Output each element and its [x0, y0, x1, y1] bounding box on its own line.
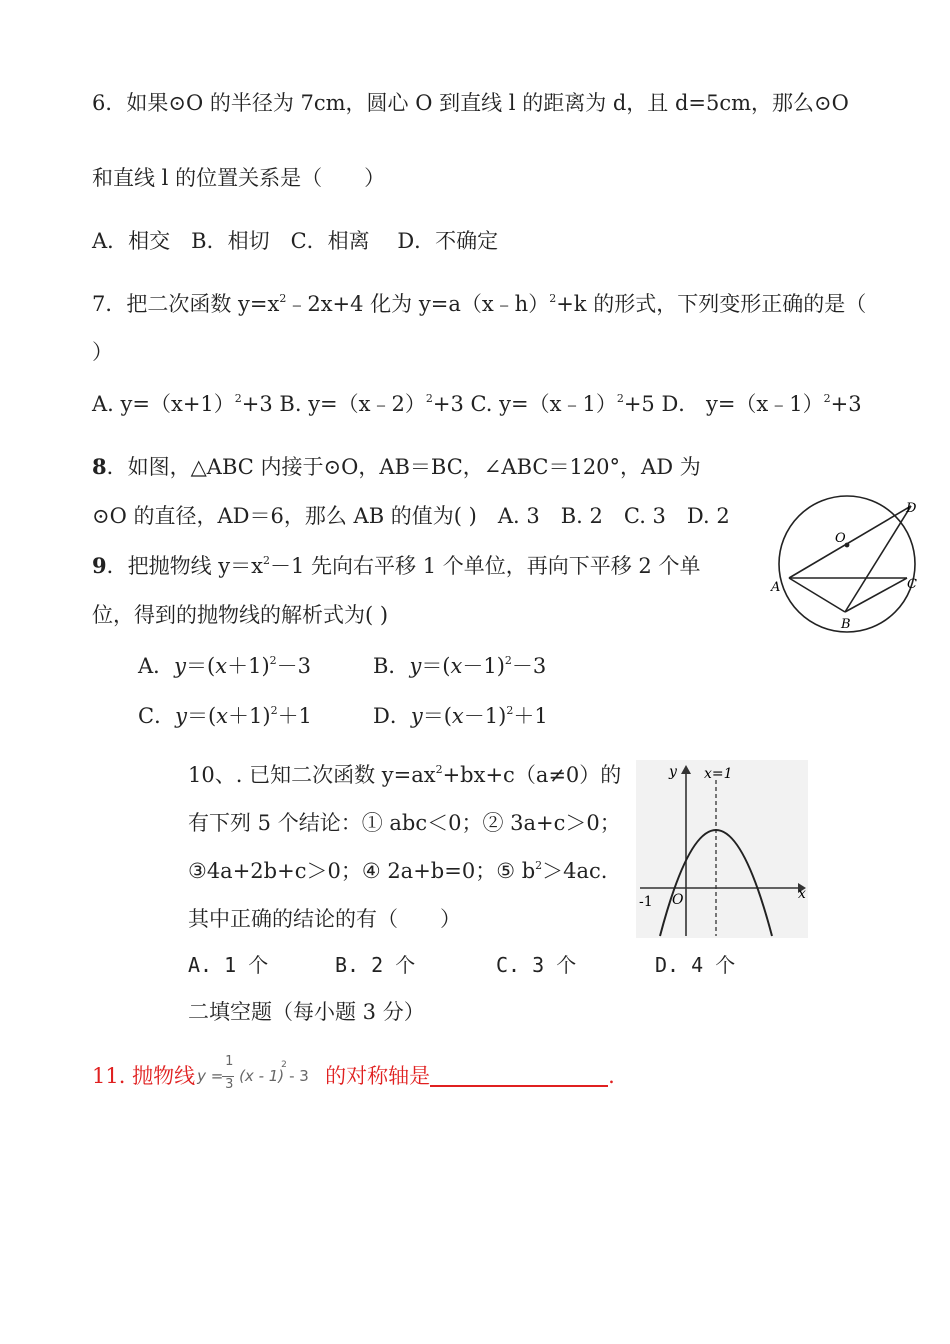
q10-line4: 其中正确的结论的有（ ）: [188, 907, 461, 931]
label-axis: x=1: [704, 766, 733, 782]
label-c: C: [907, 577, 917, 592]
circle-triangle-figure: [765, 490, 925, 640]
q7-close-paren: ）: [92, 340, 113, 364]
q10-option-b: B. 2 个: [335, 953, 416, 977]
q9-option-a: A．$y=(x+1)^2-3$: [138, 654, 312, 678]
diameter-ad: [789, 506, 911, 578]
q11-formula: y = 1 3 (x - 1) 2 - 3: [197, 1054, 309, 1092]
label-origin: O: [672, 892, 684, 908]
q8-line2: ⊙O 的直径，AD＝6，那么 AB 的值为( ) A. 3 B. 2 C. 3 D. 2: [92, 504, 730, 528]
q10-option-a: A. 1 个: [188, 953, 269, 977]
q7-options: A. $y=(x+1)^2+3$ B. y=（x﹣2）$^2$+3 C. y=（x﹣1）$^2$+5 D． y=（x﹣1）$^2$+3: [92, 392, 862, 416]
label-a: A: [771, 580, 781, 595]
q8-line1: 8．如图，△ABC 内接于⊙O，AB＝BC，∠ABC＝120°，AD 为: [92, 454, 701, 479]
q7-stem: 7．把二次函数 $y=x^2﹣2x+4$ 化为 y=a（x﹣h）$^2$+k 的形式，下列变形正确的是（: [92, 292, 867, 316]
q11-answer-blank[interactable]: [430, 1067, 608, 1087]
q9-line2: 位，得到的抛物线的解析式为( ): [92, 603, 389, 627]
segment-bd: [845, 506, 911, 612]
q6-options: A．相交 B．相切 C．相离 D．不确定: [92, 229, 499, 253]
q10-line3: ③4a+2b+c＞0；④ 2a+b=0；⑤ $b^2>4ac$.: [188, 859, 608, 883]
label-o: O: [835, 531, 846, 546]
q9-line1: 9．把抛物线 $y=x^2-1$ 先向右平移 1 个单位，再向下平移 2 个单: [92, 553, 701, 578]
q9-option-c: C．$y=(x+1)^2+1$: [138, 704, 312, 728]
q6-line1: 6．如果⊙O 的半径为 7cm，圆心 O 到直线 l 的距离为 d，且 d=5cm，那么⊙O: [92, 91, 849, 115]
parabola-graph: [636, 760, 808, 938]
q11-line: 11. 抛物线 y = 1 3 (x - 1) 2 - 3 的对称轴是 .: [92, 1057, 615, 1097]
label-d: D: [906, 501, 917, 516]
label-x: x: [798, 886, 806, 902]
section-heading: 二填空题（每小题 3 分）: [188, 1000, 425, 1024]
q10-option-c: C. 3 个: [496, 953, 577, 977]
q9-option-d: D．$y=(x-1)^2+1$: [373, 704, 548, 728]
q10-line2: 有下列 5 个结论：① abc＜0；② 3a+c＞0；: [188, 811, 621, 835]
segment-bc: [845, 578, 907, 612]
q10-line1: 10、. 已知二次函数 $y=ax^2+bx+c(a\ne 0)$的: [188, 763, 622, 787]
label-y: y: [669, 764, 677, 780]
label-b: B: [841, 617, 851, 632]
label-neg1: -1: [639, 894, 653, 910]
q10-option-d: D. 4 个: [655, 953, 736, 977]
q6-line2: 和直线 l 的位置关系是（ ）: [92, 166, 386, 190]
q9-option-b: B．$y=(x-1)^2-3$: [373, 654, 547, 678]
segment-ab: [789, 578, 845, 612]
